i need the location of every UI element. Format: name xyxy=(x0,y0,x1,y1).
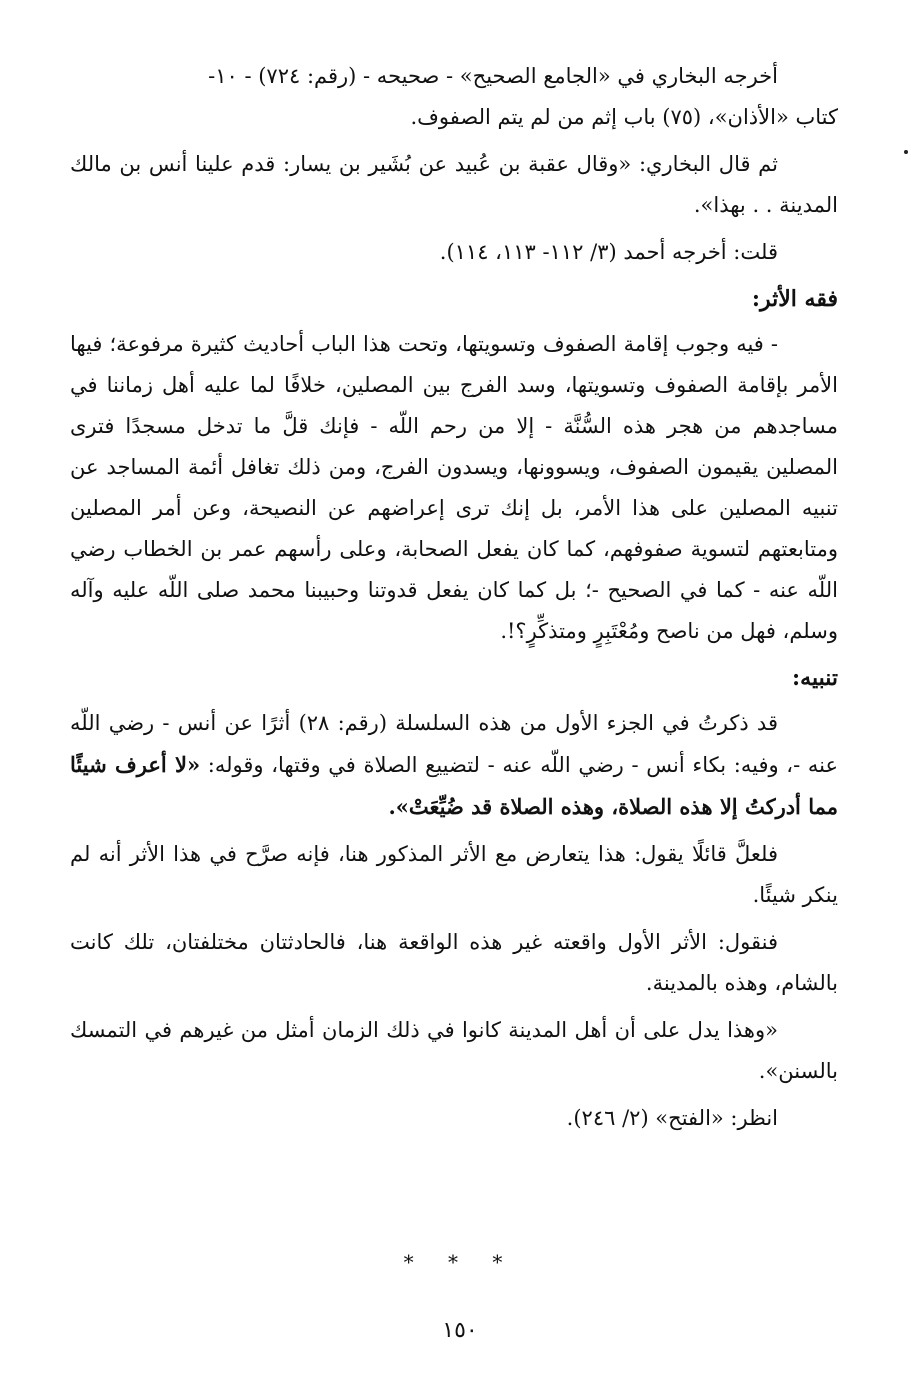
scan-speck xyxy=(904,150,908,154)
fiqh-heading: فقه الأثر: xyxy=(751,286,838,312)
fiqh-paragraph: - فيه وجوب إقامة الصفوف وتسويتها، وتحت هذا الباب أحاديث كثيرة مرفوعة؛ فيها الأمر بإقامة الصفوف وتسويتها، وسد الفرج بين المصلين، خلافًا لما عليه أهل زماننا في مساجدهم من هجر هذه السُّنَّة - إلا من رحم اللّه - فإنك قلَّ ما تدخل مسجدًا فترى المصلين يقيمون الصفوف، ويسوونها، ويسدون الفرج، ومن ذلك تغافل أئمة المساجد عن تنبيه المصلين على هذا الأمر، بل إنك ترى إعراضهم عن النصيحة، وعن أمر المصلين ومتابعتهم لتسوية صفوفهم، كما كان يفعل الصحابة، وعلى رأسهم عمر بن الخطاب رضي اللّه عنه - كما في الصحيح -؛ بل كما كان يفعل قدوتنا وحبيبنا محمد صلى اللّه عليه وآله وسلم، فهل من ناصح ومُعْتَبِرٍ ومتذكِّرٍ؟!. xyxy=(70,332,838,643)
anas-quote: «لا أعرف شيئًا مما أدركتُ إلا هذه الصلاة، وهذه الصلاة قد ضُيِّعَتْ». xyxy=(70,752,838,819)
bukhari-source-line-1: أخرجه البخاري في «الجامع الصحيح» - صحيحه - (رقم: ٧٢٤) - ١٠- xyxy=(208,64,778,88)
bukhari-muallaq-paragraph: ثم قال البخاري: «وقال عقبة بن عُبيد عن بُشَير بن يسار: قدم علينا أنس بن مالك المدينة . . بهذا». xyxy=(70,152,838,217)
bukhari-source-line-2: كتاب «الأذان»، (٧٥) باب إثم من لم يتم الصفوف. xyxy=(410,105,838,129)
page-body xyxy=(70,56,838,1145)
tanbih-paragraph xyxy=(70,703,838,828)
objection-paragraph: فلعلَّ قائلًا يقول: هذا يتعارض مع الأثر المذكور هنا، فإنه صرَّح في هذا الأثر أنه لم ينكر شيئًا. xyxy=(70,842,838,907)
ahmad-source-paragraph: قلت: أخرجه أحمد (٣/ ١١٢- ١١٣، ١١٤). xyxy=(439,240,778,264)
fath-quote-paragraph: «وهذا يدل على أن أهل المدينة كانوا في ذلك الزمان أمثل من غيرهم في التمسك بالسنن». xyxy=(70,1018,838,1083)
fath-reference-paragraph: انظر: «الفتح» (٢/ ٢٤٦). xyxy=(566,1106,778,1130)
tanbih-text: قد ذكرتُ في الجزء الأول من هذه السلسلة (رقم: ٢٨) أثرًا عن أنس - رضي اللّه عنه -، وفيه: بكاء أنس - رضي اللّه عنه - لتضييع الصلاة في وقتها، وقوله: xyxy=(70,711,838,777)
tanbih-heading: تنبيه: xyxy=(792,665,838,691)
bukhari-source-paragraph xyxy=(70,56,838,138)
answer-paragraph: فنقول: الأثر الأول واقعته غير هذه الواقعة هنا، فالحادثتان مختلفتان، تلك كانت بالشام، وهذه بالمدينة. xyxy=(70,930,838,995)
section-separator: * * * xyxy=(403,1250,517,1274)
page-number: ١٥٠ xyxy=(442,1318,478,1343)
